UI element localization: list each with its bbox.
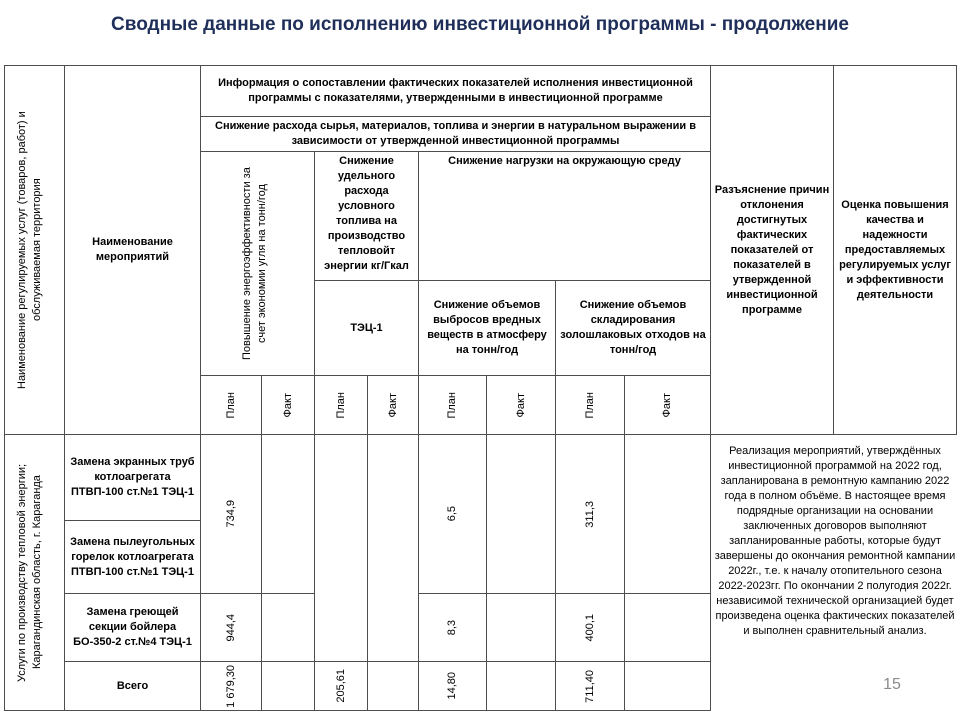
header-assessment: Оценка повышения качества и надежности предоставляемых регулируемых услуг и эффективности деятельности <box>833 65 957 435</box>
ash-plan-row3: 400,1 <box>555 593 625 662</box>
header-specific-fuel: Снижение удельного расхода условного топлива на производство тепловойт энергии кг/Гкал <box>314 151 419 281</box>
header-fact-energy: Факт <box>261 375 315 435</box>
header-explanation: Разъяснение причин отклонения достигнутых фактических показателей от показателей в утвержденной инвестиционной программе <box>710 65 834 435</box>
header-fact-fuel: Факт <box>367 375 419 435</box>
header-plan-emissions: План <box>418 375 487 435</box>
measure-row-2: Замена пылеугольных горелок котлоагрегата ПТВП-100 ст.№1 ТЭЦ-1 <box>64 520 201 594</box>
emissions-plan-row3: 8,3 <box>418 593 487 662</box>
energy-fact-group1 <box>261 434 315 594</box>
emissions-fact-row3 <box>486 593 556 662</box>
fuel-fact-rows <box>367 434 419 662</box>
explanation-note: Реализация мероприятий, утверждённых инвестиционной программой на 2022 год, запланирована в ремонтную кампанию 2022 года в полном объёме. В настоящее время подрядные организации на основании заключенных договоров выполняют запланированные работы, которые будут завершены до окончания ремонтной кампании 2022г., т.е. к началу отопительного сезона 2022-2023гг. По окончании 2 полугодия 2022г. независимой технической организацией будет произведена оценка фактических показателей и выполнен сравнительный анализ. <box>714 445 956 637</box>
measure-row-1: Замена экранных труб котлоагрегата ПТВП-100 ст.№1 ТЭЦ-1 <box>64 434 201 521</box>
header-emissions: Снижение объемов выбросов вредных веществ в атмосферу на тонн/год <box>418 280 556 376</box>
header-energy-eff: Повышение энергоэффективности за счет экономии угля на тонн/год <box>200 151 315 376</box>
header-info-group: Информация о сопоставлении фактических показателей исполнения инвестиционной программы с показателями, утвержденными в инвестиционной программе <box>200 65 711 117</box>
header-env-load: Снижение нагрузки на окружающую среду <box>418 151 711 281</box>
page-number: 15 <box>883 676 901 693</box>
ash-fact-group1 <box>624 434 711 594</box>
ash-plan-total: 711,40 <box>555 661 625 711</box>
header-fact-ash: Факт <box>624 375 711 435</box>
ash-fact-row3 <box>624 593 711 662</box>
energy-plan-group1: 734,9 <box>200 434 262 594</box>
emissions-plan-total: 14,80 <box>418 661 487 711</box>
header-plan-energy: План <box>200 375 262 435</box>
energy-fact-row3 <box>261 593 315 662</box>
ash-plan-group1: 311,3 <box>555 434 625 594</box>
emissions-fact-total <box>486 661 556 711</box>
header-fact-emissions: Факт <box>486 375 556 435</box>
fuel-plan-rows <box>314 434 368 662</box>
header-plan-ash: План <box>555 375 625 435</box>
page-title: Сводные данные по исполнению инвестиционной программы - продолжение <box>111 14 849 35</box>
energy-fact-total <box>261 661 315 711</box>
measure-total: Всего <box>64 661 201 711</box>
service-name-cell: Услуги по производству тепловой энергии; Карагандинская область, г. Караганда <box>4 434 65 711</box>
ash-fact-total <box>624 661 711 711</box>
header-measures: Наименование мероприятий <box>64 65 201 435</box>
header-services: Наименование регулируемых услуг (товаров, работ) и обслуживаемая территория <box>4 65 65 435</box>
emissions-fact-group1 <box>486 434 556 594</box>
header-ash: Снижение объемов складирования золошлаковых отходов на тонн/год <box>555 280 711 376</box>
header-plan-fuel: План <box>314 375 368 435</box>
energy-plan-row3: 944,4 <box>200 593 262 662</box>
energy-plan-total: 1 679,30 <box>200 661 262 711</box>
emissions-plan-group1: 6,5 <box>418 434 487 594</box>
fuel-fact-total <box>367 661 419 711</box>
header-reduction-group: Снижение расхода сырья, материалов, топлива и энергии в натуральном выражении в зависимости от утвержденной инвестиционной программы <box>200 116 711 152</box>
header-tec1: ТЭЦ-1 <box>314 280 419 376</box>
measure-row-3: Замена греющей секции бойлера БО-350-2 ст.№4 ТЭЦ-1 <box>64 593 201 662</box>
fuel-plan-total: 205,61 <box>314 661 368 711</box>
